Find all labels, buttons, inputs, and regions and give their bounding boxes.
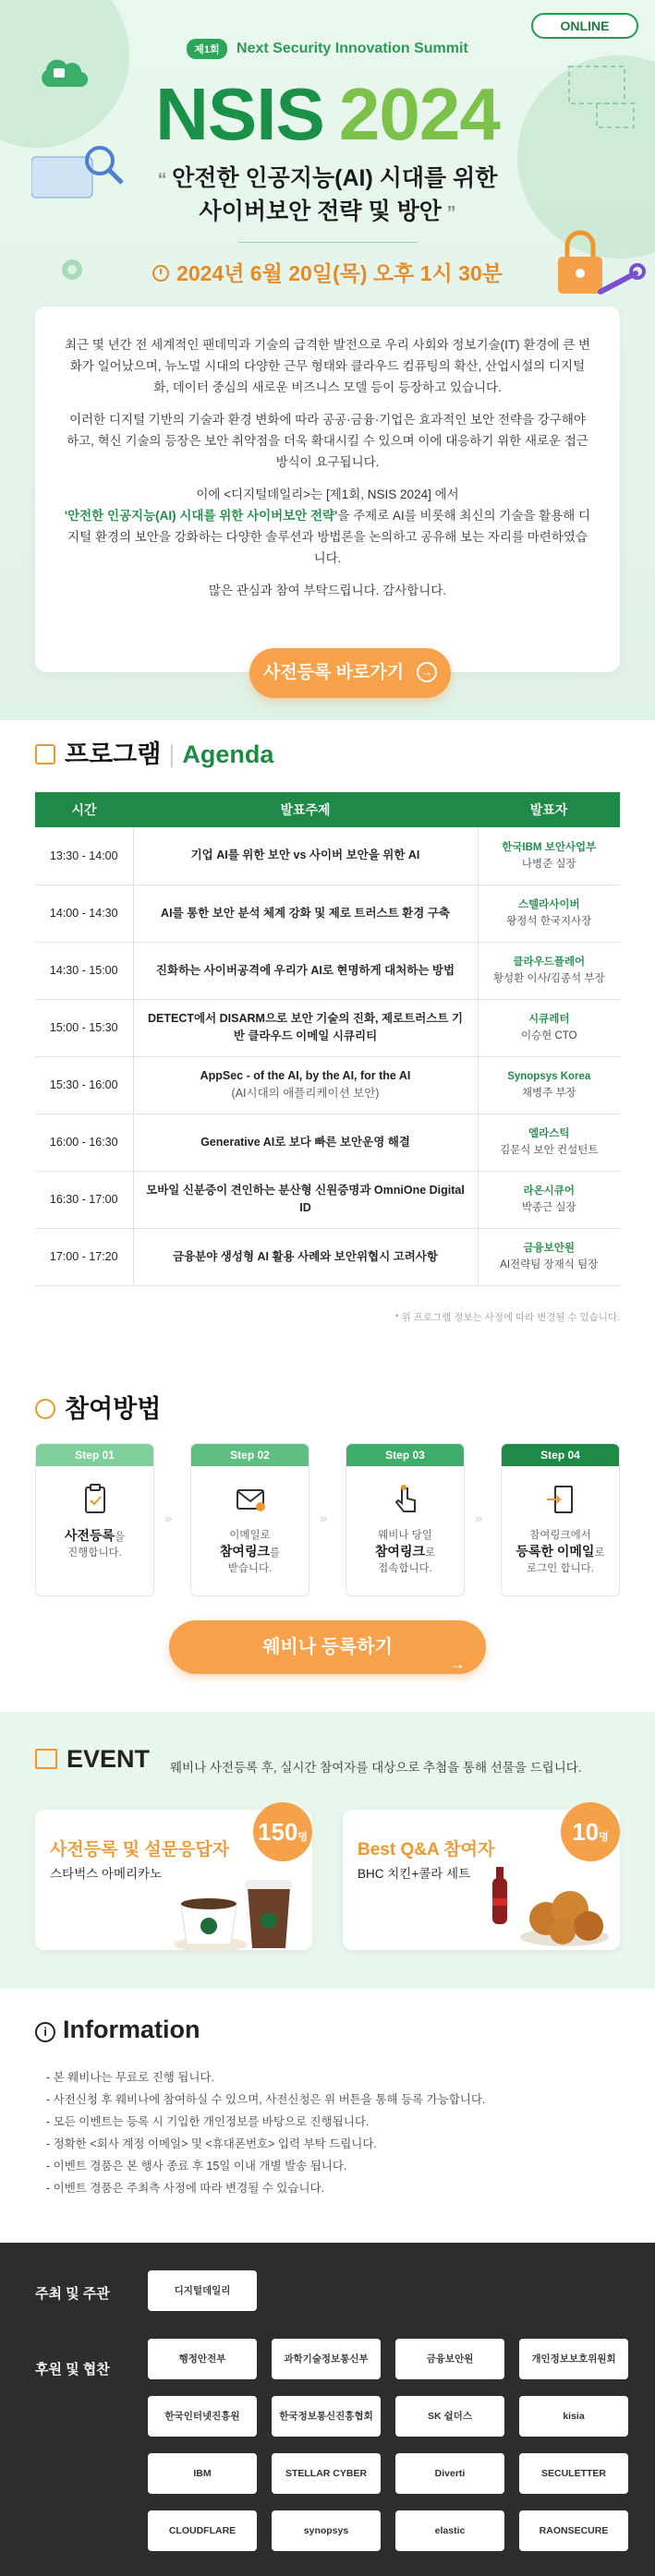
agenda-time: 17:00 - 17:20 <box>35 1228 133 1285</box>
event-card-heading: Best Q&A 참여자 <box>358 1840 495 1860</box>
agenda-row <box>35 1056 620 1113</box>
host-logo: 디지털데일리 <box>148 2270 257 2311</box>
pre-register-button[interactable] <box>249 648 451 698</box>
intro-paragraph <box>63 484 592 569</box>
agenda-time: 14:00 - 14:30 <box>35 885 133 942</box>
agenda-time: 15:30 - 16:00 <box>35 1056 133 1113</box>
sponsor-logo: elastic <box>395 2510 504 2551</box>
agenda-row <box>35 885 620 942</box>
divider <box>238 242 418 243</box>
info-item: - 이벤트 경품은 주최측 사정에 따라 변경될 수 있습니다. <box>46 2182 325 2195</box>
agenda-row <box>35 1171 620 1228</box>
sponsor-logo: STELLAR CYBER <box>272 2453 381 2494</box>
chevron-right-icon: » <box>475 1511 482 1525</box>
event-card-heading: 사전등록 및 설문응답자 <box>50 1840 230 1860</box>
agenda-row <box>35 827 620 885</box>
sponsor-logo: Diverti <box>395 2453 504 2494</box>
info-title: Information <box>63 2016 200 2043</box>
agenda-title-ko: 프로그램 <box>65 740 162 768</box>
event-heading <box>35 1745 150 1774</box>
agenda-topic: AI를 통한 보안 분석 체계 강화 및 제로 트러스트 환경 구축 <box>133 885 478 942</box>
clipboard-icon <box>79 1483 112 1516</box>
info-item: - 정확한 <회사 계정 이메일> 및 <휴대폰번호> 입력 부탁 드립니다. <box>46 2137 377 2150</box>
step-text: 사전등록을 진행합니다. <box>64 1528 126 1559</box>
pre-register-label: 사전등록 바로가기 <box>262 663 405 682</box>
agenda-row <box>35 1113 620 1171</box>
agenda-speaker: 금융보안원 AI전략팀 장재식 팀장 <box>478 1228 620 1285</box>
step-label: Step 01 <box>36 1444 153 1466</box>
mail-icon <box>234 1483 267 1516</box>
column-header: 발표자 <box>478 792 620 827</box>
agenda-speaker: 엘라스틱 김문식 보안 컨설턴트 <box>478 1113 620 1171</box>
info-list <box>46 2066 485 2199</box>
info-item: - 모든 이벤트는 등록 시 기입한 개인정보를 바탕으로 진행됩니다. <box>46 2115 370 2128</box>
agenda-time: 16:00 - 16:30 <box>35 1113 133 1171</box>
agenda-speaker: 시큐레터 이승현 CTO <box>478 999 620 1056</box>
step-text: 이메일로 참여링크를 받습니다. <box>219 1530 281 1574</box>
agenda-table <box>35 792 620 1286</box>
step-card <box>346 1443 465 1596</box>
arrow-right-icon: → <box>417 662 437 682</box>
column-header: 시간 <box>35 792 133 827</box>
online-badge: ONLINE <box>531 13 638 39</box>
list-icon <box>35 744 55 764</box>
agenda-time: 14:30 - 15:00 <box>35 942 133 999</box>
agenda-topic: AppSec - of the AI, by the AI, for the AI (AI시대의 애플리케이션 보안) <box>133 1056 478 1113</box>
event-title: EVENT <box>67 1745 151 1773</box>
agenda-topic: 기업 AI를 위한 보안 vs 사이버 보안을 위한 AI <box>133 827 478 885</box>
intro-paragraph: 이러한 디지털 기반의 기술과 환경 변화에 따라 공공·금융·기업은 효과적인 보안 전략을 강구해야 하고, 혁신 기술의 등장은 보안 취약점을 더욱 확대시킬 수 있으며 이에 대응하기 위한 새로운 접근 방식이 요구됩니다. <box>67 413 588 469</box>
footer <box>0 2243 655 2576</box>
agenda-time: 16:30 - 17:00 <box>35 1171 133 1228</box>
step-card <box>501 1443 620 1596</box>
agenda-topic: 금융분야 생성형 AI 활용 사례와 보안위협시 고려사항 <box>133 1228 478 1285</box>
agenda-title-en: Agenda <box>182 740 274 768</box>
step-label: Step 02 <box>191 1444 309 1466</box>
join-heading <box>35 1389 161 1425</box>
webinar-register-button[interactable] <box>169 1620 486 1674</box>
table-header-row <box>35 792 620 827</box>
step-card <box>35 1443 154 1596</box>
clock-icon <box>152 265 169 282</box>
intro-paragraph: 최근 몇 년간 전 세계적인 팬데믹과 기술의 급격한 발전으로 우리 사회와 정보기술(IT) 환경에 큰 변화가 일어났으며, 뉴노멀 시대의 다양한 근무 형태와 클라우드 컴퓨팅의 확산, 산업시설의 디지털화, 데이터 중심의 새로운 비즈니스 모델 등이 등장하고 있습니다. <box>64 338 591 394</box>
agenda-speaker: 스텔라사이버 왕정석 한국지사장 <box>478 885 620 942</box>
title-main: NSIS <box>155 73 324 155</box>
gift-icon <box>35 1749 57 1769</box>
sponsor-logo: SK 쉴더스 <box>395 2396 504 2437</box>
sponsor-logo: 과학기술정보통신부 <box>272 2339 381 2379</box>
info-item: - 본 웨비나는 무료로 진행 됩니다. <box>46 2071 214 2084</box>
summit-name: Next Security Innovation Summit <box>237 41 468 56</box>
event-card-prize: 스타벅스 아메리카노 <box>50 1867 163 1881</box>
step-text: 웨비나 당일 참여링크로 접속합니다. <box>374 1530 436 1574</box>
sponsor-logo: synopsys <box>272 2510 381 2551</box>
sponsor-logo: 금융보안원 <box>395 2339 504 2379</box>
prize-count-badge: 10명 <box>561 1802 620 1861</box>
agenda-time: 13:30 - 14:00 <box>35 827 133 885</box>
chicken-cola-image <box>481 1858 611 1950</box>
info-icon: i <box>35 2022 55 2042</box>
agenda-row <box>35 942 620 999</box>
title-year: 2024 <box>338 73 500 155</box>
join-title: 참여방법 <box>65 1395 162 1423</box>
edition-badge: 제1회 <box>187 39 226 59</box>
intro-card <box>35 307 620 672</box>
intro-highlight: '안전한 인공지능(AI) 시대를 위한 사이버보안 전략' <box>64 509 338 523</box>
intro-paragraph: 많은 관심과 참여 부탁드립니다. 감사합니다. <box>208 584 447 597</box>
step-label: Step 03 <box>346 1444 464 1466</box>
step-text: 참여링크에서 등록한 이메일로 로그인 합니다. <box>516 1530 605 1574</box>
sponsor-logo: 한국정보통신진흥협회 <box>272 2396 381 2437</box>
intro-text: 을 주제로 AI를 비롯해 최신의 기술을 활용해 디지털 환경의 보안을 강화하는 다양한 솔루션과 방법론을 논의하고 공유해 보는 자리를 마련하였습니다. <box>67 509 591 565</box>
subtitle-line2: 사이버보안 전략 및 방안 <box>199 199 442 224</box>
agenda-topic: DETECT에서 DISARM으로 보안 기술의 진화, 제로트러스트 기반 클라우드 이메일 시큐리티 <box>133 999 478 1056</box>
question-icon <box>35 1399 55 1419</box>
date-text: 2024년 6월 20일(목) 오후 1시 30분 <box>176 261 503 285</box>
agenda-speaker: 한국IBM 보안사업부 나병준 실장 <box>478 827 620 885</box>
agenda-speaker: Synopsys Korea 채병주 부장 <box>478 1056 620 1113</box>
agenda-topic: 모바일 신분증이 견인하는 분산형 신원증명과 OmniOne Digital ID <box>133 1171 478 1228</box>
host-label: 주최 및 주관 <box>35 2286 110 2302</box>
chevron-right-icon: » <box>164 1511 172 1525</box>
event-date <box>0 257 655 287</box>
sponsor-logo: RAONSECURE <box>519 2510 628 2551</box>
arrow-right-icon: → <box>449 1655 466 1673</box>
login-door-icon <box>544 1483 577 1516</box>
sponsor-logo: 행정안전부 <box>148 2339 257 2379</box>
intro-text: 이에 <디지털데일리>는 [제1회, NSIS 2024] 에서 <box>196 488 459 501</box>
agenda-speaker: 클라우드플레어 황성환 이사/김종석 부장 <box>478 942 620 999</box>
info-heading <box>35 2016 200 2044</box>
agenda-time: 15:00 - 15:30 <box>35 999 133 1056</box>
agenda-topic: 진화하는 사이버공격에 우리가 AI로 현명하게 대처하는 방법 <box>133 942 478 999</box>
hero-section <box>0 0 655 720</box>
sponsor-logo: CLOUDFLARE <box>148 2510 257 2551</box>
agenda-row <box>35 1228 620 1285</box>
summit-row <box>0 39 655 59</box>
agenda-speaker: 라온시큐어 박종근 실장 <box>478 1171 620 1228</box>
event-card-prize: BHC 치킨+콜라 세트 <box>358 1867 471 1881</box>
coffee-cups-image <box>174 1867 303 1950</box>
agenda-heading: 프로그램 | Agenda <box>35 734 273 770</box>
chevron-right-icon: » <box>320 1511 327 1525</box>
step-card <box>190 1443 309 1596</box>
info-item: - 이벤트 경품은 본 행사 종료 후 15일 이내 개별 발송 됩니다. <box>46 2160 347 2173</box>
subtitle-line1: 안전한 인공지능(AI) 시대를 위한 <box>172 165 498 191</box>
pointer-hand-icon <box>389 1483 422 1516</box>
agenda-row <box>35 999 620 1056</box>
sponsor-logo: kisia <box>519 2396 628 2437</box>
sponsor-label: 후원 및 협찬 <box>35 2362 110 2377</box>
agenda-topic: Generative AI로 보다 빠른 보안운영 해결 <box>133 1113 478 1171</box>
event-description: 웨비나 사전등록 후, 실시간 참여자를 대상으로 추첨을 통해 선물을 드립니다. <box>170 1761 582 1775</box>
sponsor-logo: 한국인터넷진흥원 <box>148 2396 257 2437</box>
step-label: Step 04 <box>502 1444 619 1466</box>
event-subtitle: “ 안전한 인공지능(AI) 시대를 위한 사이버보안 전략 및 방안 ” <box>157 165 498 224</box>
column-header: 발표주제 <box>133 792 478 827</box>
webinar-register-label: 웨비나 등록하기 <box>262 1637 393 1657</box>
sponsor-logo: SECULETTER <box>519 2453 628 2494</box>
agenda-note: * 위 프로그램 정보는 사정에 따라 변경될 수 있습니다. <box>394 1312 620 1323</box>
sponsor-logo: 개인정보보호위원회 <box>519 2339 628 2379</box>
info-item: - 사전신청 후 웨비나에 참여하실 수 있으며, 사전신청은 위 버튼을 통해 등록 가능합니다. <box>46 2093 486 2106</box>
event-title <box>0 72 655 157</box>
sponsor-logo: IBM <box>148 2453 257 2494</box>
prize-count-badge: 150명 <box>253 1802 312 1861</box>
